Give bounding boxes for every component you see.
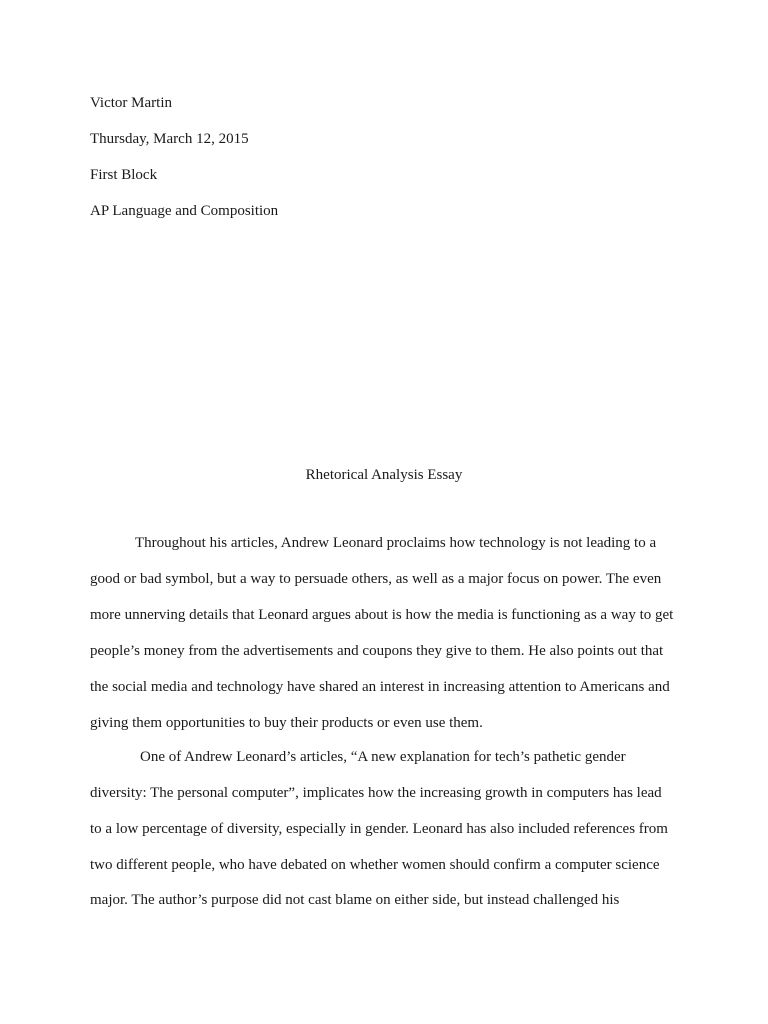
author-name: Victor Martin	[90, 95, 172, 111]
essay-title: Rhetorical Analysis Essay	[305, 467, 463, 483]
body-line: to a low percentage of diversity, especially in gender. Leonard has also included references from	[90, 821, 668, 837]
body-line: Throughout his articles, Andrew Leonard proclaims how technology is not leading to a	[135, 535, 657, 551]
body-line: the social media and technology have shared an interest in increasing attention to Americans and	[90, 679, 670, 695]
body-line: diversity: The personal computer”, implicates how the increasing growth in computers has lead	[90, 785, 662, 801]
body-line: people’s money from the advertisements and coupons they give to them. He also points out that	[90, 643, 664, 659]
course-name: AP Language and Composition	[90, 203, 279, 219]
body-line: two different people, who have debated on whether women should confirm a computer science	[90, 857, 660, 873]
body-line: good or bad symbol, but a way to persuade others, as well as a major focus on power. The even	[90, 571, 662, 587]
body-line: more unnerving details that Leonard argues about is how the media is functioning as a way to get	[90, 607, 674, 623]
body-line: major. The author’s purpose did not cast blame on either side, but instead challenged his	[90, 892, 620, 908]
class-block: First Block	[90, 167, 158, 183]
body-line: giving them opportunities to buy their products or even use them.	[90, 715, 483, 731]
essay-date: Thursday, March 12, 2015	[90, 131, 249, 147]
body-line: One of Andrew Leonard’s articles, “A new explanation for tech’s pathetic gender	[140, 749, 626, 765]
